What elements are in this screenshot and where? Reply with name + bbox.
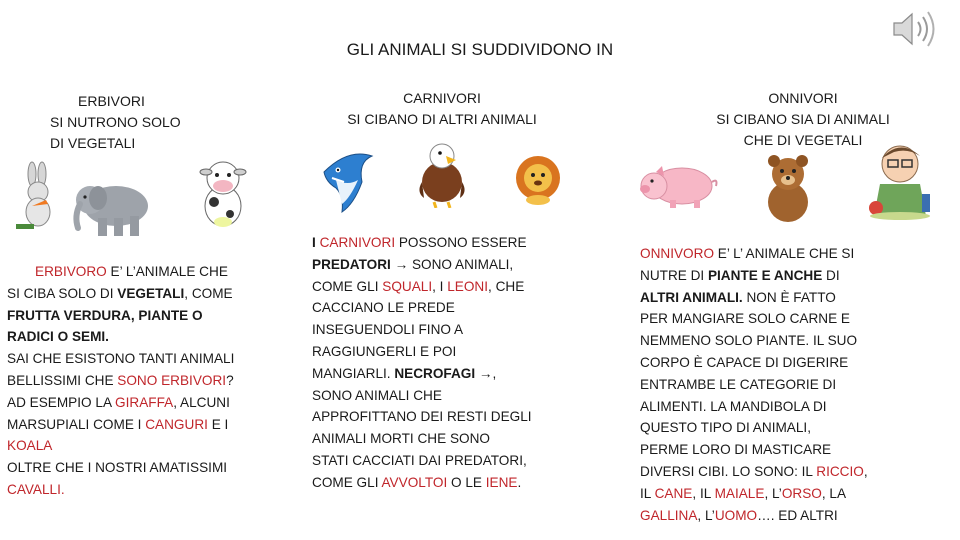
text-run: , L’ [697,507,715,523]
term-giraffe: GIRAFFA [115,394,174,410]
text-run: → SONO ANIMALI, COME GLI [312,256,514,294]
elephant-image [68,176,154,242]
eagle-image [412,138,472,208]
herbivores-description [7,261,277,501]
text-run: O LE [447,474,486,490]
heading-line: SI NUTRONO SOLO [50,114,181,130]
carnivores-description [312,232,562,494]
term-carnivores: CARNIVORI [319,235,396,250]
term-plants: PIANTE E ANCHE [707,267,823,283]
text-run: POSSONO ESSERE [398,235,527,250]
term-foods: FRUTTA VERDURA, PIANTE O RADICI O SEMI. [7,307,203,345]
text-run: . [517,474,522,490]
term-vultures: AVVOLTOI [381,474,448,490]
heading-title: ONNIVORI [768,90,838,106]
text-run: , LA [821,485,847,501]
term-dog: CANE [654,485,693,501]
text-run: , IL [692,485,715,501]
text-run: E’ L’ ANIMALE CHE SI NUTRE DI [640,246,855,283]
text-run: , ALCUNI MARSUPIALI COME I [7,394,230,432]
text-run: →, SONO ANIMALI CHE APPROFITTANO DEI RESTI DEGLI ANIMALI MORTI CHE SONO STATI CACCIATI DAI PREDATORI, COME GLI [312,365,532,490]
text-run: I [312,235,320,250]
carnivores-heading [336,88,548,130]
term-kangaroos: CANGURI [145,416,208,432]
heading-title: ERBIVORI [78,93,145,109]
shark-image [314,142,380,218]
rabbit-carrot-image [12,160,64,230]
term-herbivores: SONO ERBIVORI [117,372,227,388]
text-run: ? AD ESEMPIO LA [7,372,234,410]
text-run: , COME [184,285,233,301]
term-pig: MAIALE [714,485,765,501]
term-sharks: SQUALI [382,278,433,294]
text-run: …. ED ALTRI [757,507,838,523]
term-koala: KOALA [7,438,53,454]
text-run: E I [211,416,229,432]
bear-image [758,150,818,226]
text-run: NON È FATTO PER MANGIARE SOLO CARNE E NEMMENO SOLO PIANTE. IL SUO CORPO È CAPACE DI DIGERIRE ENTRAMBE LE CATEGORIE DI ALIMENTI. LA MANDIBOLA DI QUESTO TIPO DI ANIMALI, PERME LORO DI MASTICARE DIVERSI CIBI. LO SONO: IL [640,289,858,479]
text-run: OLTRE CHE I NOSTRI AMATISSIMI [7,460,228,476]
text-run: E’ L’ANIMALE CHE SI CIBA SOLO DI [7,264,228,301]
term-bear: ORSO [781,485,822,501]
term-vegetables: VEGETALI [117,285,185,301]
pig-image [636,156,722,212]
term-other-animals: ALTRI ANIMALI. [640,289,743,305]
lion-image [510,152,566,206]
omnivores-description [640,243,910,526]
term-horses: CAVALLI. [7,481,65,497]
heading-line: CHE DI VEGETALI [743,132,863,148]
term-hyenas: IENE [485,474,518,490]
boy-eating-image [864,138,940,220]
term-scavengers: NECROFAGI [394,365,476,381]
heading-line: SI CIBANO SIA DI ANIMALI [716,111,890,127]
term-lions: LEONI [447,278,489,294]
term-predators: PREDATORI [312,256,391,272]
term-herbivore: ERBIVORO [35,264,107,279]
text-run: , L’ [764,485,782,501]
text-run: SAI CHE ESISTONO TANTI ANIMALI BELLISSIMI CHE [7,351,235,388]
heading-line: DI VEGETALI [50,135,136,151]
heading-line: SI CIBANO DI ALTRI ANIMALI [347,111,537,127]
text-run: , I [432,278,448,294]
page-title: GLI ANIMALI SI SUDDIVIDONO IN [346,40,614,59]
speaker-icon[interactable] [888,6,938,52]
cow-image [192,156,254,230]
term-man: UOMO [714,507,758,523]
term-hen: GALLINA [640,507,698,523]
herbivores-heading [50,91,270,154]
text-run: DI [826,267,840,283]
heading-title: CARNIVORI [403,90,481,106]
term-omnivore: ONNIVORO [640,246,715,261]
text-run: , IL [640,463,868,501]
term-hedgehog: RICCIO [816,463,864,479]
text-run: , CHE CACCIANO LE PREDE INSEGUENDOLI FINO A RAGGIUNGERLI E POI MANGIARLI. [312,278,525,381]
